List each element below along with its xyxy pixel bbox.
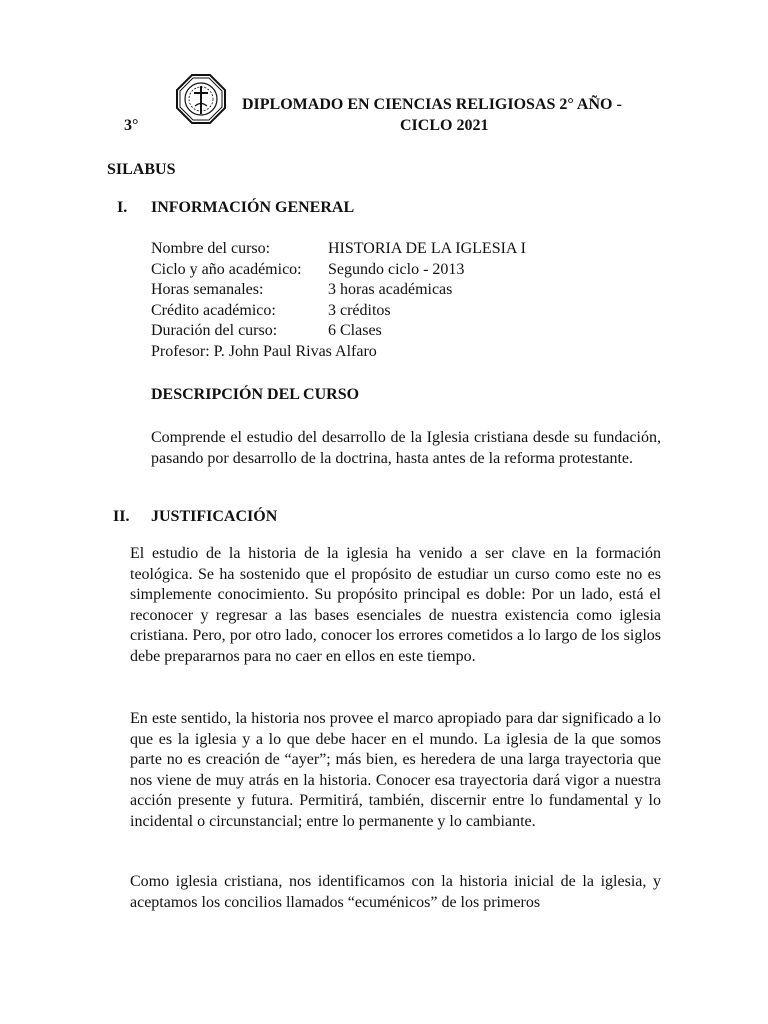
info-row-duration bbox=[151, 321, 526, 342]
description-title: DESCRIPCIÓN DEL CURSO bbox=[151, 386, 360, 403]
section2-title: JUSTIFICACIÓN bbox=[151, 508, 278, 525]
description-text: Comprende el estudio del desarrollo de la Iglesia cristiana desde su fundación, pasando por desarrollo de la doctrina, hasta antes de la reforma protestante. bbox=[151, 429, 661, 467]
justification-paragraph-1: El estudio de la historia de la iglesia ha venido a ser clave en la formación teológica. Se ha sostenido que el propósito de estudiar un curso como este no es simplemente conocimiento. Su propósito principal es doble: Por un lado, está el reconocer y regresar a las bases esenciales de nuestra existencia como iglesia cristiana. Pero, por otro lado, conocer los errores cometidos a lo largo de los siglos debe prepararnos para no caer en ellos en este tiempo. bbox=[130, 545, 661, 665]
info-value: 3 horas académicas bbox=[328, 281, 453, 298]
info-value: 6 Clases bbox=[328, 322, 382, 339]
silabus-heading: SILABUS bbox=[107, 161, 176, 178]
info-value: 3 créditos bbox=[328, 301, 391, 319]
section2-numeral: II. bbox=[113, 508, 130, 525]
info-row-cycle bbox=[151, 260, 526, 281]
info-row-professor bbox=[151, 342, 526, 363]
justification-paragraph-2: En este sentido, la historia nos provee el marco apropiado para dar significado a lo que es la iglesia y a lo que debe hacer en el mundo. La iglesia de la que somos parte no es creación de “ayer”; más bien, es heredera de una larga trayectoria que nos viene de muy atrás en la historia. Conocer esa trayectoria dará vigor a nuestra acción presente y futura. Permitirá, también, discernir entre lo fundamental y lo incidental o circunstancial; entre lo permanente y lo cambiante. bbox=[130, 710, 661, 830]
info-row-course-name bbox=[151, 239, 526, 260]
info-label: Crédito académico: bbox=[151, 301, 276, 319]
info-label: Horas semanales: bbox=[151, 281, 264, 298]
institution-seal-icon bbox=[176, 74, 226, 124]
info-label: Duración del curso: bbox=[151, 322, 278, 339]
info-value: Segundo ciclo - 2013 bbox=[328, 260, 465, 278]
section1-title: INFORMACIÓN GENERAL bbox=[151, 199, 355, 216]
info-row-credits bbox=[151, 301, 526, 322]
info-row-hours bbox=[151, 280, 526, 301]
info-label: Ciclo y año académico: bbox=[151, 260, 302, 278]
info-label: Nombre del curso: bbox=[151, 240, 271, 257]
title-number: 3° bbox=[124, 117, 139, 134]
course-info-list bbox=[151, 239, 526, 362]
info-value: HISTORIA DE LA IGLESIA I bbox=[328, 240, 526, 257]
document-title-line1: DIPLOMADO EN CIENCIAS RELIGIOSAS 2° AÑO - bbox=[242, 96, 622, 113]
professor-text: Profesor: P. John Paul Rivas Alfaro bbox=[151, 342, 377, 360]
title-cycle: CICLO 2021 bbox=[400, 117, 489, 134]
section1-numeral: I. bbox=[117, 199, 128, 216]
justification-paragraph-3: Como iglesia cristiana, nos identificamos con la historia inicial de la iglesia, y aceptamos los concilios llamados “ecuménicos” de los primeros bbox=[130, 873, 661, 911]
